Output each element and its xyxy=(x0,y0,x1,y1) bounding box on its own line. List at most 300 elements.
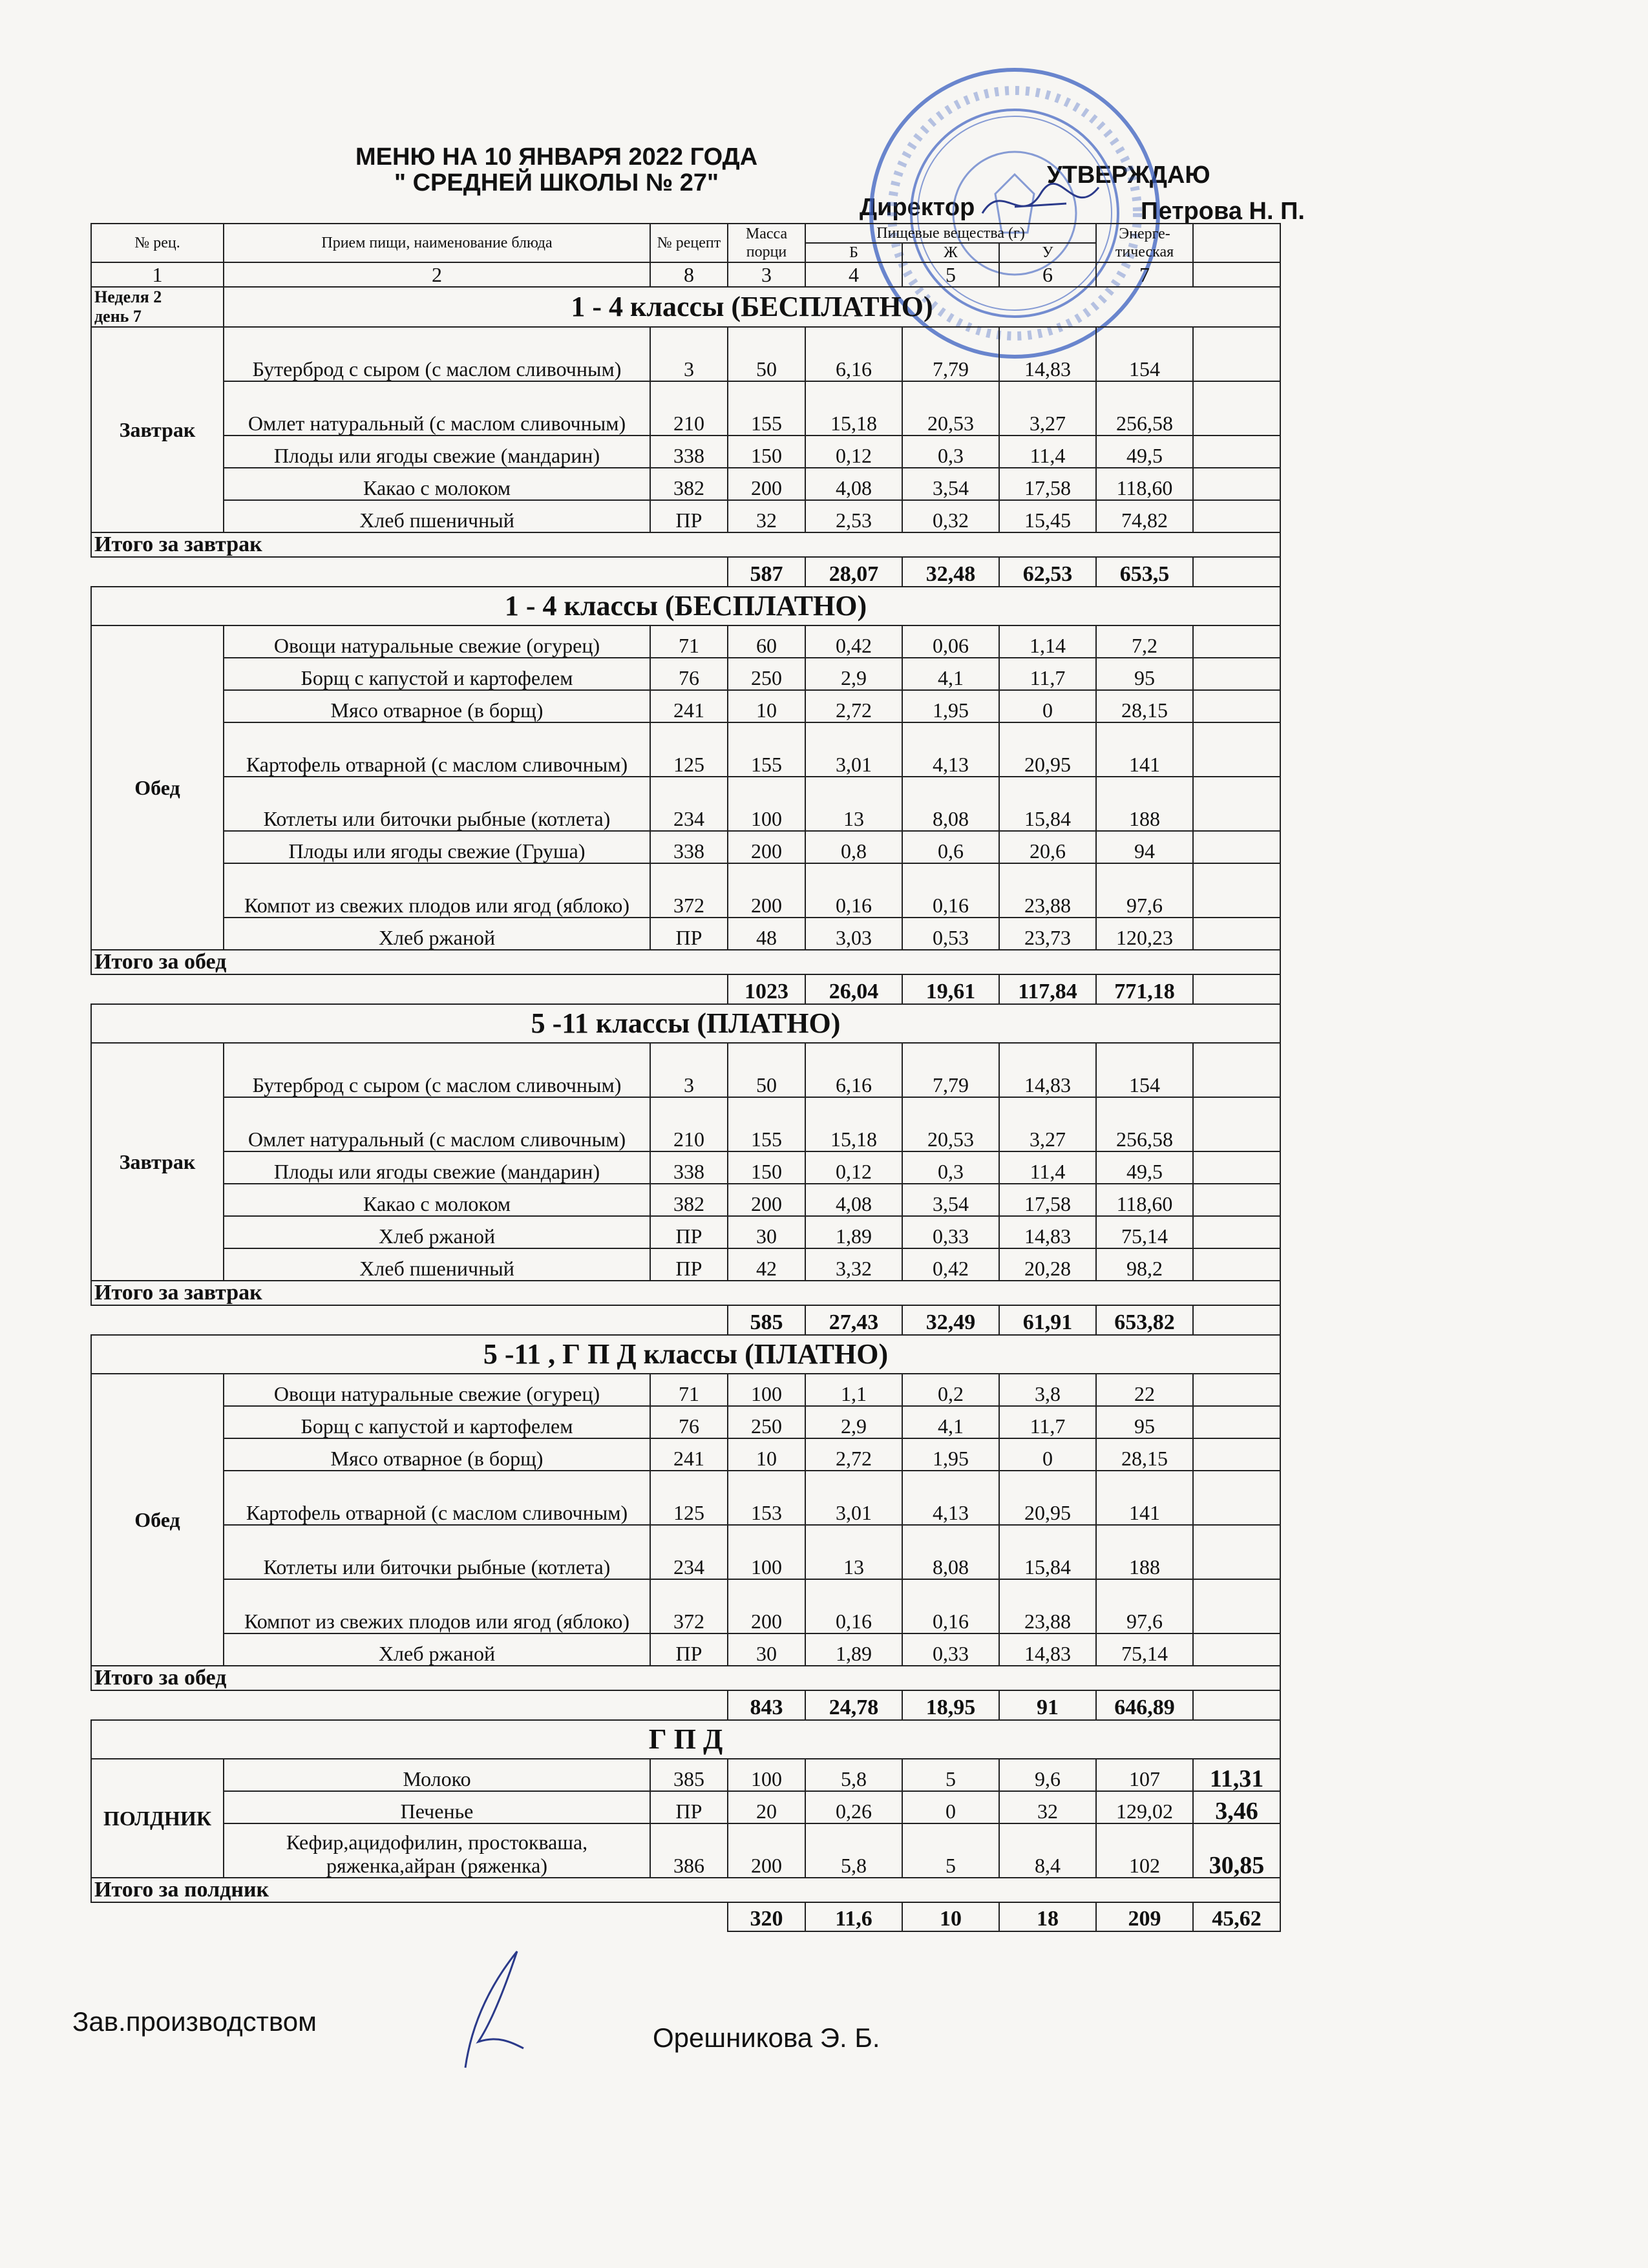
protein-value: 0,26 xyxy=(805,1791,902,1823)
dish-name: Омлет натуральный (с маслом сливочным) xyxy=(224,1097,650,1151)
dish-name: Хлеб ржаной xyxy=(224,918,650,950)
col-u-header: У xyxy=(999,243,1096,262)
portion-mass: 153 xyxy=(728,1471,805,1525)
carb-value: 3,27 xyxy=(999,1097,1096,1151)
protein-value: 5,8 xyxy=(805,1759,902,1791)
protein-value: 2,72 xyxy=(805,690,902,722)
fat-value: 8,08 xyxy=(902,777,999,831)
energy-value: 75,14 xyxy=(1096,1633,1193,1666)
portion-mass: 100 xyxy=(728,777,805,831)
carb-value: 20,95 xyxy=(999,1471,1096,1525)
extra-blank xyxy=(1193,1579,1280,1633)
total-protein: 24,78 xyxy=(805,1690,902,1720)
table-row xyxy=(91,1374,1280,1406)
portion-mass: 200 xyxy=(728,1823,805,1878)
energy-value: 95 xyxy=(1096,658,1193,690)
recipe-number: 241 xyxy=(650,690,728,722)
energy-value: 94 xyxy=(1096,831,1193,863)
total-fat: 18,95 xyxy=(902,1690,999,1720)
total-mass: 1023 xyxy=(728,974,805,1004)
energy-value: 102 xyxy=(1096,1823,1193,1878)
fat-value: 0,53 xyxy=(902,918,999,950)
protein-value: 13 xyxy=(805,1525,902,1579)
dish-name: Кефир,ацидофилин, простокваша, ряженка,айран (ряженка) xyxy=(224,1823,650,1878)
dish-name: Овощи натуральные свежие (огурец) xyxy=(224,625,650,658)
protein-value: 15,18 xyxy=(805,1097,902,1151)
recipe-number: ПР xyxy=(650,1248,728,1281)
total-protein: 28,07 xyxy=(805,557,902,587)
menu-table xyxy=(90,223,1281,1932)
carb-value: 23,88 xyxy=(999,1579,1096,1633)
recipe-number: 234 xyxy=(650,777,728,831)
protein-value: 4,08 xyxy=(805,468,902,500)
dish-name: Картофель отварной (с маслом сливочным) xyxy=(224,1471,650,1525)
protein-value: 1,1 xyxy=(805,1374,902,1406)
protein-value: 3,32 xyxy=(805,1248,902,1281)
carb-value: 0 xyxy=(999,690,1096,722)
energy-value: 75,14 xyxy=(1096,1216,1193,1248)
extra-blank xyxy=(1193,1406,1280,1438)
fat-value: 8,08 xyxy=(902,1525,999,1579)
recipe-number: 234 xyxy=(650,1525,728,1579)
energy-value: 120,23 xyxy=(1096,918,1193,950)
carb-value: 15,84 xyxy=(999,777,1096,831)
portion-mass: 50 xyxy=(728,1043,805,1097)
carb-value: 11,4 xyxy=(999,1151,1096,1184)
table-row xyxy=(91,327,1280,381)
total-blank xyxy=(91,1690,728,1720)
table-row xyxy=(91,722,1280,777)
class-title-row xyxy=(91,1335,1280,1374)
extra-blank xyxy=(1193,722,1280,777)
carb-value: 9,6 xyxy=(999,1759,1096,1791)
portion-mass: 200 xyxy=(728,831,805,863)
fat-value: 0,32 xyxy=(902,500,999,532)
total-carb: 91 xyxy=(999,1690,1096,1720)
menu-title: МЕНЮ НА 10 ЯНВАРЯ 2022 ГОДА xyxy=(355,143,758,171)
extra-blank xyxy=(1193,381,1280,436)
table-row xyxy=(91,658,1280,690)
fat-value: 0,16 xyxy=(902,1579,999,1633)
total-energy: 653,82 xyxy=(1096,1305,1193,1335)
portion-mass: 200 xyxy=(728,1184,805,1216)
total-blank xyxy=(91,974,728,1004)
dish-name: Котлеты или биточки рыбные (котлета) xyxy=(224,777,650,831)
total-energy: 646,89 xyxy=(1096,1690,1193,1720)
carb-value: 14,83 xyxy=(999,1216,1096,1248)
dish-name: Мясо отварное (в борщ) xyxy=(224,690,650,722)
total-label-row xyxy=(91,950,1280,974)
fat-value: 0,2 xyxy=(902,1374,999,1406)
dish-name: Омлет натуральный (с маслом сливочным) xyxy=(224,381,650,436)
portion-mass: 10 xyxy=(728,1438,805,1471)
carb-value: 23,73 xyxy=(999,918,1096,950)
class-title-row xyxy=(91,1720,1280,1759)
energy-value: 118,60 xyxy=(1096,468,1193,500)
total-values-row xyxy=(91,1305,1280,1335)
total-fat: 10 xyxy=(902,1902,999,1931)
energy-value: 98,2 xyxy=(1096,1248,1193,1281)
carb-value: 3,8 xyxy=(999,1374,1096,1406)
fat-value: 4,1 xyxy=(902,1406,999,1438)
fat-value: 5 xyxy=(902,1759,999,1791)
carb-value: 3,27 xyxy=(999,381,1096,436)
energy-value: 28,15 xyxy=(1096,690,1193,722)
energy-value: 28,15 xyxy=(1096,1438,1193,1471)
total-fat: 32,49 xyxy=(902,1305,999,1335)
num-3: 3 xyxy=(728,262,805,287)
dish-name: Хлеб пшеничный xyxy=(224,500,650,532)
extra-blank xyxy=(1193,500,1280,532)
col-mass-header: Масса порци xyxy=(728,224,805,262)
fat-value: 0,3 xyxy=(902,1151,999,1184)
fat-value: 7,79 xyxy=(902,1043,999,1097)
portion-mass: 200 xyxy=(728,468,805,500)
recipe-number: ПР xyxy=(650,918,728,950)
carb-value: 23,88 xyxy=(999,863,1096,918)
energy-value: 7,2 xyxy=(1096,625,1193,658)
recipe-number: 372 xyxy=(650,863,728,918)
portion-mass: 100 xyxy=(728,1759,805,1791)
col-extra-header xyxy=(1193,224,1280,262)
extra-blank xyxy=(1193,436,1280,468)
total-extra xyxy=(1193,974,1280,1004)
protein-value: 5,8 xyxy=(805,1823,902,1878)
portion-mass: 155 xyxy=(728,381,805,436)
total-label: Итого за завтрак xyxy=(91,1281,1280,1305)
protein-value: 6,16 xyxy=(805,1043,902,1097)
total-fat: 32,48 xyxy=(902,557,999,587)
total-mass: 320 xyxy=(728,1902,805,1931)
fat-value: 20,53 xyxy=(902,1097,999,1151)
meal-label: Обед xyxy=(91,625,224,950)
dish-name: Плоды или ягоды свежие (мандарин) xyxy=(224,1151,650,1184)
dish-name: Борщ с капустой и картофелем xyxy=(224,658,650,690)
table-row xyxy=(91,1471,1280,1525)
extra-blank xyxy=(1193,1043,1280,1097)
protein-value: 2,72 xyxy=(805,1438,902,1471)
carb-value: 20,95 xyxy=(999,722,1096,777)
recipe-number: 71 xyxy=(650,625,728,658)
fat-value: 0,33 xyxy=(902,1633,999,1666)
total-carb: 62,53 xyxy=(999,557,1096,587)
total-values-row xyxy=(91,557,1280,587)
meal-label: ПОЛДНИК xyxy=(91,1759,224,1878)
recipe-number: ПР xyxy=(650,1791,728,1823)
energy-value: 141 xyxy=(1096,722,1193,777)
total-label-row xyxy=(91,1878,1280,1902)
extra-blank xyxy=(1193,1374,1280,1406)
table-row xyxy=(91,1097,1280,1151)
recipe-number: 382 xyxy=(650,468,728,500)
energy-value: 154 xyxy=(1096,1043,1193,1097)
portion-mass: 155 xyxy=(728,722,805,777)
footer-name: Орешникова Э. Б. xyxy=(653,2022,880,2053)
total-carb: 61,91 xyxy=(999,1305,1096,1335)
portion-mass: 100 xyxy=(728,1374,805,1406)
day-label: день 7 xyxy=(94,307,142,326)
col-rec-header: № рец. xyxy=(91,224,224,262)
protein-value: 1,89 xyxy=(805,1633,902,1666)
extra-blank xyxy=(1193,658,1280,690)
fat-value: 3,54 xyxy=(902,468,999,500)
dish-name: Борщ с капустой и картофелем xyxy=(224,1406,650,1438)
total-protein: 11,6 xyxy=(805,1902,902,1931)
portion-mass: 60 xyxy=(728,625,805,658)
dish-name: Мясо отварное (в борщ) xyxy=(224,1438,650,1471)
approve-label: УТВЕРЖДАЮ xyxy=(1047,162,1210,189)
extra-blank xyxy=(1193,1184,1280,1216)
dish-name: Хлеб пшеничный xyxy=(224,1248,650,1281)
dish-name: Компот из свежих плодов или ягод (яблоко) xyxy=(224,863,650,918)
carb-value: 11,7 xyxy=(999,1406,1096,1438)
total-extra xyxy=(1193,1305,1280,1335)
carb-value: 32 xyxy=(999,1791,1096,1823)
portion-mass: 48 xyxy=(728,918,805,950)
recipe-number: 372 xyxy=(650,1579,728,1633)
dish-name: Какао с молоком xyxy=(224,468,650,500)
total-cost: 45,62 xyxy=(1193,1902,1280,1931)
dish-name: Плоды или ягоды свежие (Груша) xyxy=(224,831,650,863)
recipe-number: 338 xyxy=(650,436,728,468)
protein-value: 3,01 xyxy=(805,722,902,777)
total-protein: 27,43 xyxy=(805,1305,902,1335)
col-energy-header: Энерге- тическая xyxy=(1096,224,1193,262)
recipe-number: 382 xyxy=(650,1184,728,1216)
fat-value: 1,95 xyxy=(902,690,999,722)
total-label: Итого за полдник xyxy=(91,1878,1280,1902)
protein-value: 4,08 xyxy=(805,1184,902,1216)
menu-table-wrapper xyxy=(90,223,1280,1932)
class-title-row xyxy=(91,287,1280,327)
table-row xyxy=(91,1216,1280,1248)
fat-value: 0,06 xyxy=(902,625,999,658)
total-blank xyxy=(91,1305,728,1335)
table-row xyxy=(91,1043,1280,1097)
portion-mass: 42 xyxy=(728,1248,805,1281)
portion-mass: 20 xyxy=(728,1791,805,1823)
recipe-number: ПР xyxy=(650,500,728,532)
recipe-number: 3 xyxy=(650,1043,728,1097)
energy-value: 97,6 xyxy=(1096,863,1193,918)
carb-value: 14,83 xyxy=(999,1043,1096,1097)
energy-value: 107 xyxy=(1096,1759,1193,1791)
table-row xyxy=(91,1823,1280,1878)
table-row xyxy=(91,500,1280,532)
carb-value: 11,4 xyxy=(999,436,1096,468)
cost-value: 3,46 xyxy=(1193,1791,1280,1823)
total-label: Итого за обед xyxy=(91,1666,1280,1690)
dish-name: Хлеб ржаной xyxy=(224,1216,650,1248)
total-energy: 771,18 xyxy=(1096,974,1193,1004)
total-extra xyxy=(1193,557,1280,587)
protein-value: 2,9 xyxy=(805,1406,902,1438)
table-row xyxy=(91,625,1280,658)
energy-value: 49,5 xyxy=(1096,436,1193,468)
total-values-row xyxy=(91,974,1280,1004)
energy-value: 188 xyxy=(1096,1525,1193,1579)
protein-value: 0,8 xyxy=(805,831,902,863)
table-row xyxy=(91,1525,1280,1579)
protein-value: 2,9 xyxy=(805,658,902,690)
carb-value: 11,7 xyxy=(999,658,1096,690)
extra-blank xyxy=(1193,777,1280,831)
table-row xyxy=(91,1579,1280,1633)
table-row xyxy=(91,1406,1280,1438)
portion-mass: 200 xyxy=(728,1579,805,1633)
num-7: 7 xyxy=(1096,262,1193,287)
portion-mass: 250 xyxy=(728,1406,805,1438)
school-name: " СРЕДНЕЙ ШКОЛЫ № 27" xyxy=(394,169,719,196)
protein-value: 1,89 xyxy=(805,1216,902,1248)
extra-blank xyxy=(1193,1471,1280,1525)
total-label: Итого за завтрак xyxy=(91,532,1280,557)
col-b-header: Б xyxy=(805,243,902,262)
total-carb: 117,84 xyxy=(999,974,1096,1004)
recipe-number: 76 xyxy=(650,658,728,690)
extra-blank xyxy=(1193,1097,1280,1151)
carb-value: 0 xyxy=(999,1438,1096,1471)
extra-blank xyxy=(1193,831,1280,863)
total-mass: 843 xyxy=(728,1690,805,1720)
footer-role: Зав.производством xyxy=(72,2006,317,2037)
total-label: Итого за обед xyxy=(91,950,1280,974)
recipe-number: 386 xyxy=(650,1823,728,1878)
table-row xyxy=(91,690,1280,722)
total-values-row xyxy=(91,1690,1280,1720)
protein-value: 15,18 xyxy=(805,381,902,436)
energy-value: 188 xyxy=(1096,777,1193,831)
recipe-number: 76 xyxy=(650,1406,728,1438)
carb-value: 17,58 xyxy=(999,1184,1096,1216)
energy-value: 129,02 xyxy=(1096,1791,1193,1823)
protein-value: 0,42 xyxy=(805,625,902,658)
protein-value: 0,12 xyxy=(805,1151,902,1184)
portion-mass: 150 xyxy=(728,1151,805,1184)
fat-value: 0,42 xyxy=(902,1248,999,1281)
fat-value: 4,13 xyxy=(902,1471,999,1525)
table-row xyxy=(91,1633,1280,1666)
extra-blank xyxy=(1193,918,1280,950)
total-extra xyxy=(1193,1690,1280,1720)
recipe-number: 125 xyxy=(650,722,728,777)
extra-blank xyxy=(1193,1525,1280,1579)
dish-name: Бутерброд с сыром (с маслом сливочным) xyxy=(224,327,650,381)
portion-mass: 155 xyxy=(728,1097,805,1151)
carb-value: 14,83 xyxy=(999,1633,1096,1666)
carb-value: 15,45 xyxy=(999,500,1096,532)
portion-mass: 30 xyxy=(728,1633,805,1666)
carb-value: 17,58 xyxy=(999,468,1096,500)
total-label-row xyxy=(91,1666,1280,1690)
fat-value: 0,3 xyxy=(902,436,999,468)
class-title: 1 - 4 классы (БЕСПЛАТНО) xyxy=(91,587,1280,625)
protein-value: 3,01 xyxy=(805,1471,902,1525)
number-row xyxy=(91,262,1280,287)
energy-value: 74,82 xyxy=(1096,500,1193,532)
total-label-row xyxy=(91,1281,1280,1305)
week-day-cell xyxy=(91,287,224,327)
recipe-number: ПР xyxy=(650,1633,728,1666)
num-6: 6 xyxy=(999,262,1096,287)
num-2: 2 xyxy=(224,262,650,287)
recipe-number: 338 xyxy=(650,831,728,863)
fat-value: 1,95 xyxy=(902,1438,999,1471)
fat-value: 4,1 xyxy=(902,658,999,690)
carb-value: 1,14 xyxy=(999,625,1096,658)
total-values-row xyxy=(91,1902,1280,1931)
energy-value: 49,5 xyxy=(1096,1151,1193,1184)
extra-blank xyxy=(1193,468,1280,500)
class-title-row xyxy=(91,1004,1280,1043)
num-4: 4 xyxy=(805,262,902,287)
recipe-number: 71 xyxy=(650,1374,728,1406)
protein-value: 3,03 xyxy=(805,918,902,950)
carb-value: 20,28 xyxy=(999,1248,1096,1281)
protein-value: 6,16 xyxy=(805,327,902,381)
total-protein: 26,04 xyxy=(805,974,902,1004)
recipe-number: 338 xyxy=(650,1151,728,1184)
class-title-row xyxy=(91,587,1280,625)
extra-blank xyxy=(1193,863,1280,918)
table-row xyxy=(91,1184,1280,1216)
col-zh-header: Ж xyxy=(902,243,999,262)
total-mass: 585 xyxy=(728,1305,805,1335)
table-row xyxy=(91,777,1280,831)
protein-value: 13 xyxy=(805,777,902,831)
carb-value: 14,83 xyxy=(999,327,1096,381)
total-blank xyxy=(91,557,728,587)
portion-mass: 250 xyxy=(728,658,805,690)
table-row xyxy=(91,831,1280,863)
meal-label: Завтрак xyxy=(91,1043,224,1281)
total-energy: 653,5 xyxy=(1096,557,1193,587)
recipe-number: 125 xyxy=(650,1471,728,1525)
total-label-row xyxy=(91,532,1280,557)
fat-value: 7,79 xyxy=(902,327,999,381)
fat-value: 0,16 xyxy=(902,863,999,918)
total-mass: 587 xyxy=(728,557,805,587)
portion-mass: 32 xyxy=(728,500,805,532)
num-blank xyxy=(1193,262,1280,287)
recipe-number: 3 xyxy=(650,327,728,381)
energy-value: 154 xyxy=(1096,327,1193,381)
portion-mass: 100 xyxy=(728,1525,805,1579)
energy-value: 141 xyxy=(1096,1471,1193,1525)
total-energy: 209 xyxy=(1096,1902,1193,1931)
meal-label: Завтрак xyxy=(91,327,224,532)
extra-blank xyxy=(1193,625,1280,658)
recipe-number: 210 xyxy=(650,381,728,436)
class-title: 1 - 4 классы (БЕСПЛАТНО) xyxy=(224,287,1280,327)
fat-value: 0 xyxy=(902,1791,999,1823)
energy-value: 256,58 xyxy=(1096,1097,1193,1151)
table-row xyxy=(91,1791,1280,1823)
extra-blank xyxy=(1193,327,1280,381)
dish-name: Бутерброд с сыром (с маслом сливочным) xyxy=(224,1043,650,1097)
extra-blank xyxy=(1193,1151,1280,1184)
dish-name: Молоко xyxy=(224,1759,650,1791)
extra-blank xyxy=(1193,1216,1280,1248)
portion-mass: 150 xyxy=(728,436,805,468)
portion-mass: 30 xyxy=(728,1216,805,1248)
total-blank xyxy=(91,1902,728,1931)
dish-name: Какао с молоком xyxy=(224,1184,650,1216)
table-row xyxy=(91,1151,1280,1184)
protein-value: 0,16 xyxy=(805,1579,902,1633)
director-name: Петрова Н. П. xyxy=(1141,198,1305,225)
protein-value: 0,16 xyxy=(805,863,902,918)
